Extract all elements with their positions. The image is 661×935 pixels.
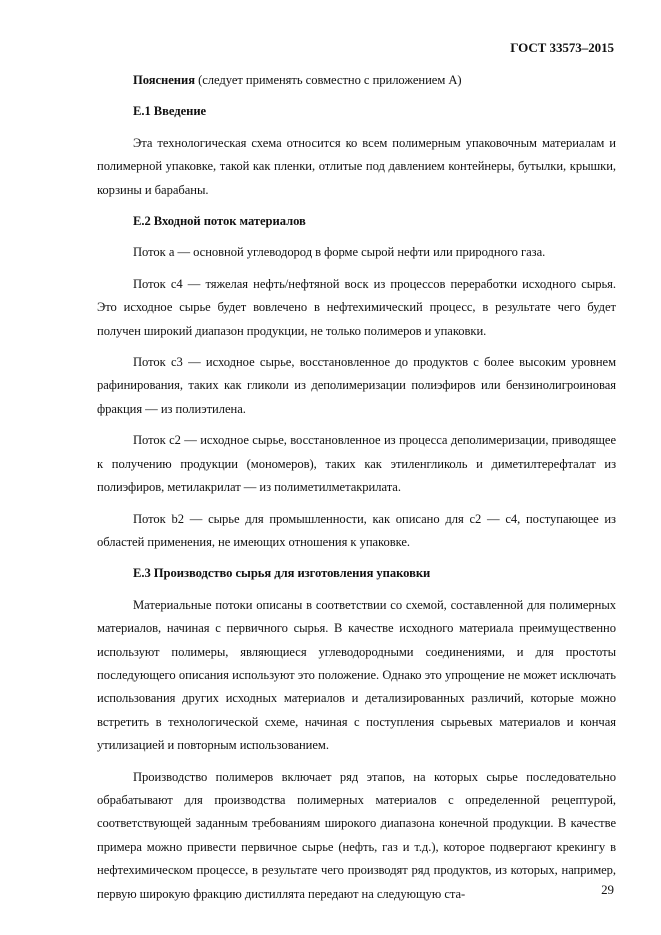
page-number: 29 bbox=[601, 882, 614, 897]
section-heading-e2: Е.2 Входной поток материалов bbox=[133, 214, 306, 229]
intro-line bbox=[97, 69, 616, 92]
intro-label: Пояснения bbox=[133, 73, 195, 87]
standard-header: ГОСТ 33573–2015 bbox=[510, 40, 614, 55]
paragraph-e3-1: Материальные потоки описаны в соответствии со схемой, составленной для полимерных материалов, начиная с первичного сырья. В качестве исходного материала преимущественно используют полимеры, являющиеся углеводородными соединениями, и для простоты последующего описания используют это положение. Однако это упрощение не может исключать использования других исходных материалов и детализированных различий, которые можно встретить в технологической схеме, начиная с поступления сырьевых материалов и кончая утилизацией и повторным использованием. bbox=[97, 597, 616, 753]
paragraph-e1-1: Эта технологическая схема относится ко всем полимерным упаковочным материалам и полимерной упаковке, такой как пленки, отлитые под давлением контейнеры, бутылки, крышки, корзины и барабаны. bbox=[97, 135, 616, 197]
paragraph-e2-4: Поток с2 — исходное сырье, восстановленное из процесса деполимеризации, приводящее к получению продукции (мономеров), таких как этиленгликоль и диметилтерефталат из полиэфиров, метилакрилат — из полиметилметакрилата. bbox=[97, 433, 616, 495]
paragraph-e2-2: Поток с4 — тяжелая нефть/нефтяной воск из процессов переработки исходного сырья. Это исходное сырье будет вовлечено в нефтехимический процесс, в результате чего будет получен широкий диапазон продукции, не только полимеров и упаковки. bbox=[97, 276, 616, 338]
section-heading-e1: Е.1 Введение bbox=[133, 104, 207, 119]
paragraph-e3-2: Производство полимеров включает ряд этапов, на которых сырье последовательно обрабатывают для производства полимерных материалов с определенной рецептурой, соответствующей заданным требованиям широкого диапазона конечной продукции. В качестве примера можно привести первичное сырье (нефть, газ и т.д.), которое подвергают крекингу в нефтехимическом процессе, в результате чего производят ряд продуктов, из которых, например, первую широкую фракцию дистиллята передают на следующую ста- bbox=[97, 769, 616, 901]
section-heading-e3: Е.3 Производство сырья для изготовления упаковки bbox=[133, 566, 431, 581]
paragraph-e2-5: Поток b2 — сырье для промышленности, как описано для с2 — с4, поступающее из областей применения, не имеющих отношения к упаковке. bbox=[97, 511, 616, 549]
intro-text: (следует применять совместно с приложением А) bbox=[194, 73, 462, 87]
paragraph-e2-3: Поток с3 — исходное сырье, восстановленное до продуктов с более высоким уровнем рафинирования, таких как гликоли из деполимеризации полиэфиров или бензинолигроиновая фракция — из полиэтилена. bbox=[97, 355, 616, 416]
page-content bbox=[97, 69, 616, 906]
paragraph-e2-1: Поток а — основной углеводород в форме сырой нефти или природного газа. bbox=[133, 245, 546, 260]
